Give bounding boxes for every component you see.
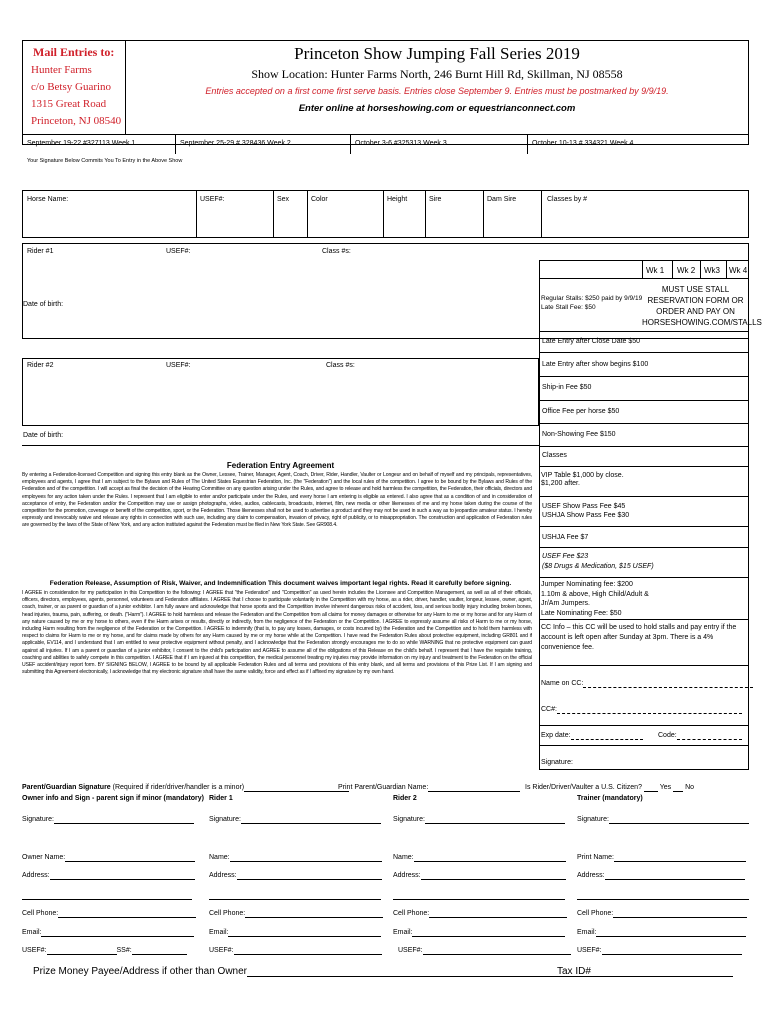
mail-address — [31, 62, 121, 130]
horse-color-label: Color — [311, 196, 328, 203]
wk-1-header: Wk 1 — [646, 266, 665, 275]
horse-name-label: Horse Name: — [27, 196, 69, 203]
rider-2-classes-label: Class #s: — [326, 362, 355, 369]
fee-ship-in: Ship-in Fee $50 — [542, 384, 592, 391]
horse-sire-label: Sire — [429, 196, 442, 203]
tax-id-line[interactable]: Tax ID# — [557, 966, 733, 977]
show-location: Show Location: Hunter Farms North, 246 Burnt Hill Rd, Skillman, NJ 08558 — [251, 67, 623, 81]
horse-sex-label: Sex — [277, 196, 290, 203]
release-body: I AGREE in consideration for my participation in this Competition to the following: I AGREE that "the Federation" and "Competition" as used herein includes the Licensee and Competition Management, as well as all of their officials, officers, directors, employees, agents, personnel, volunteers and Federation affiliates. I AGREE that I choose to participate voluntarily in the Competition with my horse, as a rider, driver, handler, vaulter, longeur, lessee, owner, agent, coach, trainer, or as parent or guardian of a junior exhibitor. I am fully aware and acknowledge that horse sports and the Competition involve inherent dangerous risks of accident, loss, and serious bodily injury including broken bones, head injuries, trauma, pain, suffering, or death. ("Harm"). I AGREE to hold harmless and release the Federation and the Competition from all claims for money damages or otherwise for any Harm to me or my horse and for any Harm of any nature caused by me or my horse to others, even if the Harm arises or results, directly or indirectly, from the negligence of the Federation or the Competition. I AGREE to expressly assume all risks of Harm to me or my horse, including Harm resulting from the negligence of the Federation or the Competition. I AGREE to indemnify (that is, to pay any losses, damages, or costs incurred by) the Federation and the Competition and to hold them harmless with respect to claims for Harm to me or my horse, and for claims made by others for any Harm caused by me or my horse while at the Competition. I have read the Federation Rules about protective equipment, including GR801 and if applicable, EV114, and I understand that I am entitled to wear protective equipment without penalty, and I acknowledge that the Federation strongly encourages me to do so while WARNING that no protective equipment can guard against all injuries. If I am a parent or guardian of a junior exhibitor, I consent to the child's participation and AGREE to assume all of the obligations of this Release on the child's behalf. I represent that I have the requisite training, coaching and abilities to safely compete in this competition. I AGREE that if I am injured at this competition, the medical personnel treating my injuries may provide information on my injury and treatment to the Federation on the official USEF accident/injury report form. BY SIGNING BELOW, I AGREE to be bound by all applicable Federation Rules and all terms and provisions of this entry blank, and all terms and provisions of this Prize List. If I am signing and submitting this Agreement electronically, I acknowledge that my electronic signature shall have the same validity, force and effect as if I affixed my signature by my own hand. — [22, 590, 532, 676]
horse-height-label: Height — [387, 196, 408, 203]
owner-column-header: Owner info and Sign - parent sign if minor (mandatory) — [22, 795, 205, 802]
prize-payee-line[interactable]: Prize Money Payee/Address if other than Owner — [33, 966, 599, 977]
owner-name[interactable]: Owner Name: — [22, 854, 195, 862]
rider-2-column-header: Rider 2 — [393, 795, 417, 802]
owner-cell[interactable]: Cell Phone: — [22, 910, 196, 918]
rider-1-classes-label: Class #s: — [322, 248, 351, 255]
mail-line: Hunter Farms — [31, 64, 92, 76]
rider-1-column-header: Rider 1 — [209, 795, 233, 802]
fee-usef: USEF Fee $23 ($8 Drugs & Medication, $15 USEF) — [542, 553, 654, 570]
horse-classes-label: Classes by # — [547, 196, 588, 203]
owner-address[interactable]: Address: — [22, 872, 195, 880]
fee-office: Office Fee per horse $50 — [542, 408, 620, 415]
fee-usef-pass: USEF Show Pass Fee $45 USHJA Show Pass Fee $30 — [542, 503, 630, 519]
fee-late-entry: Late Entry after Close Date $50 — [542, 338, 641, 345]
page-title: Princeton Show Jumping Fall Series 2019 — [294, 44, 580, 63]
rider-2-address[interactable]: Address: — [393, 872, 566, 880]
rider-1-cell[interactable]: Cell Phone: — [209, 910, 383, 918]
rider-1-usef[interactable]: USEF#: — [209, 947, 382, 955]
rider-2-cell[interactable]: Cell Phone: — [393, 910, 567, 918]
citizen-question: Is Rider/Driver/Vaulter a U.S. Citizen? Yes No — [525, 784, 695, 791]
owner-email[interactable]: Email: — [22, 929, 194, 937]
owner-signature[interactable]: Signature: — [22, 816, 194, 824]
rider-1-label: Rider #1 — [27, 248, 54, 255]
trainer-usef[interactable]: USEF#: — [577, 947, 742, 955]
horse-usef-label: USEF#: — [200, 196, 225, 203]
week-2-label: September 25-29 # 328436 Week 2 — [180, 140, 291, 147]
agreement-title: Federation Entry Agreement — [226, 461, 335, 470]
parent-signature-line: Parent/Guardian Signature (Required if rider/driver/handler is a minor) — [22, 784, 349, 792]
wk-4-header: Wk 4 — [729, 266, 748, 275]
cc-signature-label: Signature: — [541, 759, 573, 766]
trainer-name[interactable]: Print Name: — [577, 854, 746, 862]
fee-ushja: USHJA Fee $7 — [542, 534, 589, 541]
entry-deadline: Entries accepted on a first come first serve basis. Entries close September 9. Entries must be postmarked by 9/9/19. — [205, 86, 669, 96]
rider-2-dob-label: Date of birth: — [23, 432, 64, 439]
trainer-address[interactable]: Address: — [577, 872, 745, 880]
signature-notice: Your Signature Below Commits You To Entry in the Above Show — [27, 158, 183, 164]
stalls-fee-label: Regular Stalls: $250 paid by 9/9/19 Late Stall Fee: $50 — [541, 295, 643, 311]
rider-1-name[interactable]: Name: — [209, 854, 382, 862]
name-on-cc-label: Name on CC: — [541, 680, 753, 688]
rider-1-email[interactable]: Email: — [209, 929, 381, 937]
mail-line: c/o Betsy Guarino — [31, 81, 112, 93]
rider-2-usef-label: USEF#: — [166, 362, 191, 369]
rider-2-email[interactable]: Email: — [393, 929, 565, 937]
trainer-column-header: Trainer (mandatory) — [577, 795, 643, 802]
rider-2-signature[interactable]: Signature: — [393, 816, 565, 824]
rider-2-name[interactable]: Name: — [393, 854, 566, 862]
rider-1-dob-label: Date of birth: — [23, 301, 64, 308]
fee-late-entry-show: Late Entry after show begins $100 — [542, 361, 649, 368]
wk-3-header: Wk3 — [704, 266, 720, 275]
mail-line: 1315 Great Road — [31, 98, 107, 110]
enter-online: Enter online at horseshowing.com or equestrianconnect.com — [298, 103, 576, 114]
print-parent-name: Print Parent/Guardian Name: — [338, 784, 520, 792]
trainer-cell[interactable]: Cell Phone: — [577, 910, 747, 918]
horse-dam-sire-label: Dam Sire — [487, 196, 517, 203]
cc-info: CC Info – this CC will be used to hold stalls and pay entry if the account is left open after Sunday at 3pm. There is a 4% convenience fee. — [541, 624, 737, 651]
trainer-email[interactable]: Email: — [577, 929, 746, 937]
stalls-note: MUST USE STALL RESERVATION FORM OR ORDER AND PAY ON HORSESHOWING.COM/STALLS — [642, 285, 762, 327]
fee-vip-table: VIP Table $1,000 by close. $1,200 after. — [541, 472, 624, 487]
exp-date-label: Exp date: — [541, 732, 643, 740]
week-3-label: October 3-6 #325313 Week 3 — [355, 140, 447, 147]
rider-2-usef[interactable]: USEF#: — [398, 947, 571, 955]
cc-number-label: CC#: — [541, 706, 742, 714]
mail-line: Princeton, NJ 08540 — [31, 115, 122, 127]
agreement-body: By entering a Federation-licensed Competition and signing this entry blank as the Owner, Lessee, Trainer, Manager, Agent, Coach, Driver, Rider, Handler, Vaulter or Longeur and on behalf of myself and my principals, representatives, employees and agents, I agree that I am subject to the Bylaws and Rules of The United States Equestrian Federation, Inc. (the "Federation") and the local rules of the competition. I agree to be bound by the Bylaws and Rules of the Federation and of the competition. I will accept as final the decision of the Hearing Committee on any question arising under the Rules, and agree to release and hold harmless the competition, the Federation, their officials, directors and employees for any action taken under the Rules. I represent that I am eligible to enter and/or participate under the Rules, and every horse I am entering is eligible as entered. I also agree that as a condition of and in consideration of acceptance of entry, the Federation and/or the Competition may use or assign photographs, video, audios, cablecasts, broadcasts, internet, film, new media or other likenesses of me and my horse taken during the course of the competition for the promotion, coverage or benefit of the competition, sport, or the Federation. Those likenesses shall not be used to advertise a product and they may not be used in such a way as to jeopardize amateur status. I hereby expressly and irrevocably waive and release any rights in connection with such use, including any claim to compensation, invasion of privacy, right of publicity, or to misappropriation. The construction and application of Federation rules are governed by the laws of the State of New York, and any action instituted against the Federation must be filed in New York State. See GR908.4. — [22, 472, 532, 529]
trainer-signature[interactable]: Signature: — [577, 816, 749, 824]
mail-entries-heading: Mail Entries to: — [33, 45, 115, 59]
horse-row — [22, 190, 749, 238]
release-title: Federation Release, Assumption of Risk, Waiver, and Indemnification This document waives important legal rights. Read it carefully before signing. — [49, 580, 512, 587]
wk-2-header: Wk 2 — [677, 266, 696, 275]
rider-1-address[interactable]: Address: — [209, 872, 382, 880]
rider-1-usef-label: USEF#: — [166, 248, 191, 255]
fee-classes: Classes — [542, 452, 567, 459]
fee-jumper-nominating: Jumper Nominating fee: $200 1.10m & above, High Child/Adult & Jr/Am Jumpers. Late Nominating Fee: $50 — [541, 581, 649, 617]
rider-1-signature[interactable]: Signature: — [209, 816, 381, 824]
code-label: Code: — [658, 732, 742, 740]
owner-usef[interactable]: USEF#: SS#: — [22, 947, 187, 955]
week-4-label: October 10-13 # 334321 Week 4 — [532, 140, 634, 147]
rider-2-box — [22, 358, 539, 426]
fee-non-showing: Non-Showing Fee $150 — [542, 431, 616, 438]
rider-2-label: Rider #2 — [27, 362, 54, 369]
week-1-label: September 19-22 #327113 Week 1 — [27, 140, 136, 147]
